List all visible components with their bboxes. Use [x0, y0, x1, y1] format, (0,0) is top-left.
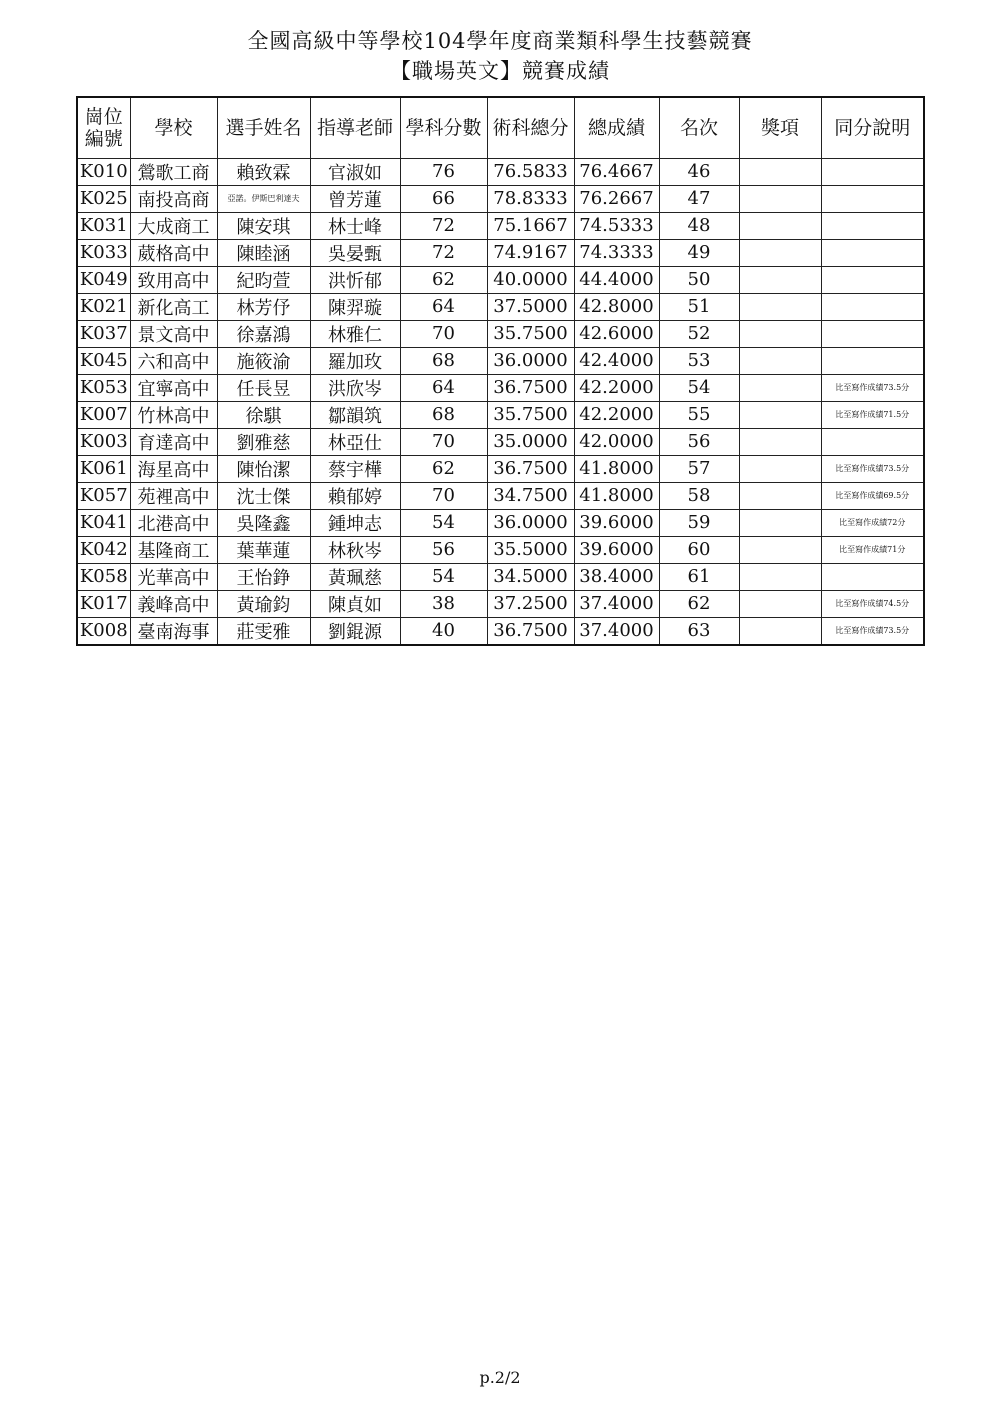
col-station-id-cell: K025 — [77, 185, 130, 212]
header-col-rank: 名次 — [659, 97, 739, 158]
header-col-teacher: 指導老師 — [310, 97, 400, 158]
col-station-id-cell: K058 — [77, 563, 130, 590]
col-written-score-cell: 68 — [400, 401, 487, 428]
col-school-cell: 基隆商工 — [130, 536, 217, 563]
col-practical-total-cell: 35.7500 — [487, 401, 574, 428]
header-col-contestant: 選手姓名 — [217, 97, 310, 158]
col-practical-total-cell: 34.7500 — [487, 482, 574, 509]
col-total-score-cell: 42.2000 — [574, 374, 659, 401]
col-rank-cell: 60 — [659, 536, 739, 563]
table-row — [77, 401, 924, 428]
col-contestant-cell: 亞諾。伊斯巴利達夫 — [217, 185, 310, 212]
col-contestant-cell: 施筱渝 — [217, 347, 310, 374]
col-tie-note-cell: 比至寫作成績72分 — [821, 509, 924, 536]
col-station-id-cell: K057 — [77, 482, 130, 509]
table-row — [77, 563, 924, 590]
col-total-score-cell: 39.6000 — [574, 536, 659, 563]
col-practical-total-cell: 35.7500 — [487, 320, 574, 347]
col-total-score-cell: 42.4000 — [574, 347, 659, 374]
col-teacher-cell: 鄒韻筑 — [310, 401, 400, 428]
col-school-cell: 宜寧高中 — [130, 374, 217, 401]
col-award-cell — [739, 374, 821, 401]
page-subtitle: 【職場英文】競賽成績 — [390, 59, 610, 83]
col-teacher-cell: 羅加玫 — [310, 347, 400, 374]
col-contestant-cell: 紀昀萱 — [217, 266, 310, 293]
col-school-cell: 致用高中 — [130, 266, 217, 293]
col-total-score-cell: 41.8000 — [574, 455, 659, 482]
col-station-id-cell: K007 — [77, 401, 130, 428]
col-tie-note-cell — [821, 212, 924, 239]
col-school-cell: 六和高中 — [130, 347, 217, 374]
table-row — [77, 428, 924, 455]
col-total-score-cell: 38.4000 — [574, 563, 659, 590]
col-total-score-cell: 39.6000 — [574, 509, 659, 536]
col-school-cell: 義峰高中 — [130, 590, 217, 617]
col-contestant-cell: 葉華蓮 — [217, 536, 310, 563]
col-station-id-cell: K041 — [77, 509, 130, 536]
col-written-score-cell: 72 — [400, 239, 487, 266]
col-written-score-cell: 70 — [400, 320, 487, 347]
col-teacher-cell: 黃珮慈 — [310, 563, 400, 590]
col-written-score-cell: 40 — [400, 617, 487, 645]
col-written-score-cell: 64 — [400, 293, 487, 320]
col-practical-total-cell: 74.9167 — [487, 239, 574, 266]
col-award-cell — [739, 563, 821, 590]
col-rank-cell: 48 — [659, 212, 739, 239]
col-school-cell: 臺南海事 — [130, 617, 217, 645]
header-col-tie-note: 同分說明 — [821, 97, 924, 158]
table-row — [77, 347, 924, 374]
col-tie-note-cell: 比至寫作成績74.5分 — [821, 590, 924, 617]
table-row — [77, 455, 924, 482]
table-row — [77, 509, 924, 536]
col-award-cell — [739, 428, 821, 455]
col-teacher-cell: 洪忻郁 — [310, 266, 400, 293]
col-practical-total-cell: 75.1667 — [487, 212, 574, 239]
col-station-id-cell: K010 — [77, 158, 130, 185]
col-written-score-cell: 70 — [400, 482, 487, 509]
col-contestant-cell: 陳睦涵 — [217, 239, 310, 266]
table-row — [77, 185, 924, 212]
col-practical-total-cell: 36.7500 — [487, 617, 574, 645]
col-award-cell — [739, 455, 821, 482]
col-tie-note-cell — [821, 293, 924, 320]
col-award-cell — [739, 536, 821, 563]
col-tie-note-cell — [821, 158, 924, 185]
col-practical-total-cell: 40.0000 — [487, 266, 574, 293]
col-teacher-cell: 劉錕源 — [310, 617, 400, 645]
col-rank-cell: 51 — [659, 293, 739, 320]
col-school-cell: 大成商工 — [130, 212, 217, 239]
col-award-cell — [739, 482, 821, 509]
table-row — [77, 482, 924, 509]
col-total-score-cell: 42.8000 — [574, 293, 659, 320]
col-written-score-cell: 64 — [400, 374, 487, 401]
col-total-score-cell: 74.3333 — [574, 239, 659, 266]
col-rank-cell: 61 — [659, 563, 739, 590]
col-written-score-cell: 54 — [400, 509, 487, 536]
col-teacher-cell: 吳晏甄 — [310, 239, 400, 266]
col-total-score-cell: 42.0000 — [574, 428, 659, 455]
col-contestant-cell: 吳隆鑫 — [217, 509, 310, 536]
col-written-score-cell: 66 — [400, 185, 487, 212]
title-block — [0, 26, 1000, 86]
col-teacher-cell: 陳羿璇 — [310, 293, 400, 320]
col-teacher-cell: 蔡宇樺 — [310, 455, 400, 482]
col-teacher-cell: 林秋岑 — [310, 536, 400, 563]
table-row — [77, 239, 924, 266]
col-written-score-cell: 56 — [400, 536, 487, 563]
col-rank-cell: 50 — [659, 266, 739, 293]
col-contestant-cell: 沈士傑 — [217, 482, 310, 509]
col-teacher-cell: 洪欣岑 — [310, 374, 400, 401]
header-col-school: 學校 — [130, 97, 217, 158]
col-contestant-cell: 王怡錚 — [217, 563, 310, 590]
table-row — [77, 536, 924, 563]
col-contestant-cell: 徐騏 — [217, 401, 310, 428]
col-contestant-cell: 任長昱 — [217, 374, 310, 401]
col-practical-total-cell: 36.7500 — [487, 374, 574, 401]
col-school-cell: 南投高商 — [130, 185, 217, 212]
col-station-id-cell: K003 — [77, 428, 130, 455]
table-row — [77, 590, 924, 617]
col-total-score-cell: 42.6000 — [574, 320, 659, 347]
col-school-cell: 苑裡高中 — [130, 482, 217, 509]
col-rank-cell: 47 — [659, 185, 739, 212]
col-contestant-cell: 莊雯雅 — [217, 617, 310, 645]
col-tie-note-cell: 比至寫作成績69.5分 — [821, 482, 924, 509]
col-station-id-cell: K021 — [77, 293, 130, 320]
table-header-row — [77, 97, 924, 158]
col-school-cell: 景文高中 — [130, 320, 217, 347]
col-school-cell: 海星高中 — [130, 455, 217, 482]
col-tie-note-cell — [821, 347, 924, 374]
col-award-cell — [739, 347, 821, 374]
col-practical-total-cell: 36.7500 — [487, 455, 574, 482]
col-teacher-cell: 賴郁婷 — [310, 482, 400, 509]
col-rank-cell: 52 — [659, 320, 739, 347]
col-total-score-cell: 41.8000 — [574, 482, 659, 509]
col-teacher-cell: 陳貞如 — [310, 590, 400, 617]
col-rank-cell: 62 — [659, 590, 739, 617]
col-rank-cell: 63 — [659, 617, 739, 645]
col-rank-cell: 46 — [659, 158, 739, 185]
col-contestant-cell: 劉雅慈 — [217, 428, 310, 455]
col-station-id-cell: K033 — [77, 239, 130, 266]
col-tie-note-cell: 比至寫作成績73.5分 — [821, 455, 924, 482]
page-number: p.2/2 — [479, 1368, 521, 1387]
col-total-score-cell: 37.4000 — [574, 617, 659, 645]
header-col-award: 獎項 — [739, 97, 821, 158]
col-contestant-cell: 陳怡潔 — [217, 455, 310, 482]
col-school-cell: 育達高中 — [130, 428, 217, 455]
header-col-station-id: 崗位 編號 — [77, 97, 130, 158]
col-rank-cell: 59 — [659, 509, 739, 536]
col-station-id-cell: K049 — [77, 266, 130, 293]
col-tie-note-cell — [821, 266, 924, 293]
col-rank-cell: 58 — [659, 482, 739, 509]
col-written-score-cell: 68 — [400, 347, 487, 374]
col-station-id-cell: K061 — [77, 455, 130, 482]
table-row — [77, 266, 924, 293]
col-practical-total-cell: 35.0000 — [487, 428, 574, 455]
col-school-cell: 葳格高中 — [130, 239, 217, 266]
col-tie-note-cell — [821, 239, 924, 266]
col-award-cell — [739, 239, 821, 266]
col-teacher-cell: 官淑如 — [310, 158, 400, 185]
col-practical-total-cell: 36.0000 — [487, 509, 574, 536]
col-teacher-cell: 林雅仁 — [310, 320, 400, 347]
col-rank-cell: 56 — [659, 428, 739, 455]
col-tie-note-cell: 比至寫作成績71.5分 — [821, 401, 924, 428]
col-practical-total-cell: 34.5000 — [487, 563, 574, 590]
results-table — [76, 96, 925, 646]
col-total-score-cell: 37.4000 — [574, 590, 659, 617]
col-award-cell — [739, 158, 821, 185]
col-school-cell: 鶯歌工商 — [130, 158, 217, 185]
col-school-cell: 竹林高中 — [130, 401, 217, 428]
col-award-cell — [739, 401, 821, 428]
col-written-score-cell: 38 — [400, 590, 487, 617]
col-practical-total-cell: 37.5000 — [487, 293, 574, 320]
col-rank-cell: 53 — [659, 347, 739, 374]
col-station-id-cell: K017 — [77, 590, 130, 617]
col-award-cell — [739, 266, 821, 293]
col-written-score-cell: 72 — [400, 212, 487, 239]
col-award-cell — [739, 617, 821, 645]
col-school-cell: 新化高工 — [130, 293, 217, 320]
col-written-score-cell: 54 — [400, 563, 487, 590]
table-body — [77, 158, 924, 645]
col-contestant-cell: 陳安琪 — [217, 212, 310, 239]
col-contestant-cell: 賴致霖 — [217, 158, 310, 185]
col-award-cell — [739, 509, 821, 536]
col-award-cell — [739, 293, 821, 320]
header-col-written-score: 學科分數 — [400, 97, 487, 158]
col-station-id-cell: K031 — [77, 212, 130, 239]
col-contestant-cell: 徐嘉鴻 — [217, 320, 310, 347]
col-tie-note-cell: 比至寫作成績73.5分 — [821, 374, 924, 401]
col-total-score-cell: 76.4667 — [574, 158, 659, 185]
col-station-id-cell: K042 — [77, 536, 130, 563]
col-total-score-cell: 44.4000 — [574, 266, 659, 293]
header-col-practical-total: 術科總分 — [487, 97, 574, 158]
col-written-score-cell: 76 — [400, 158, 487, 185]
col-written-score-cell: 70 — [400, 428, 487, 455]
col-practical-total-cell: 76.5833 — [487, 158, 574, 185]
col-contestant-cell: 林芳伃 — [217, 293, 310, 320]
col-school-cell: 北港高中 — [130, 509, 217, 536]
col-tie-note-cell — [821, 185, 924, 212]
col-total-score-cell: 74.5333 — [574, 212, 659, 239]
table-row — [77, 320, 924, 347]
page-title: 全國高級中等學校104學年度商業類科學生技藝競賽 — [247, 29, 753, 53]
col-total-score-cell: 76.2667 — [574, 185, 659, 212]
col-tie-note-cell — [821, 320, 924, 347]
col-written-score-cell: 62 — [400, 266, 487, 293]
col-station-id-cell: K053 — [77, 374, 130, 401]
col-award-cell — [739, 590, 821, 617]
col-teacher-cell: 林亞仕 — [310, 428, 400, 455]
col-station-id-cell: K008 — [77, 617, 130, 645]
col-practical-total-cell: 35.5000 — [487, 536, 574, 563]
col-teacher-cell: 林士峰 — [310, 212, 400, 239]
col-contestant-cell: 黃瑜鈞 — [217, 590, 310, 617]
col-rank-cell: 57 — [659, 455, 739, 482]
col-teacher-cell: 鍾坤志 — [310, 509, 400, 536]
col-award-cell — [739, 185, 821, 212]
col-school-cell: 光華高中 — [130, 563, 217, 590]
table-row — [77, 293, 924, 320]
table-row — [77, 212, 924, 239]
col-award-cell — [739, 212, 821, 239]
col-written-score-cell: 62 — [400, 455, 487, 482]
table-row — [77, 617, 924, 645]
col-tie-note-cell — [821, 428, 924, 455]
col-practical-total-cell: 36.0000 — [487, 347, 574, 374]
col-teacher-cell: 曾芳蓮 — [310, 185, 400, 212]
col-practical-total-cell: 78.8333 — [487, 185, 574, 212]
col-practical-total-cell: 37.2500 — [487, 590, 574, 617]
col-station-id-cell: K037 — [77, 320, 130, 347]
col-tie-note-cell — [821, 563, 924, 590]
col-total-score-cell: 42.2000 — [574, 401, 659, 428]
col-tie-note-cell: 比至寫作成績71分 — [821, 536, 924, 563]
table-row — [77, 374, 924, 401]
table-row — [77, 158, 924, 185]
col-rank-cell: 49 — [659, 239, 739, 266]
col-rank-cell: 54 — [659, 374, 739, 401]
col-station-id-cell: K045 — [77, 347, 130, 374]
col-tie-note-cell: 比至寫作成績73.5分 — [821, 617, 924, 645]
col-rank-cell: 55 — [659, 401, 739, 428]
col-award-cell — [739, 320, 821, 347]
header-col-total-score: 總成績 — [574, 97, 659, 158]
